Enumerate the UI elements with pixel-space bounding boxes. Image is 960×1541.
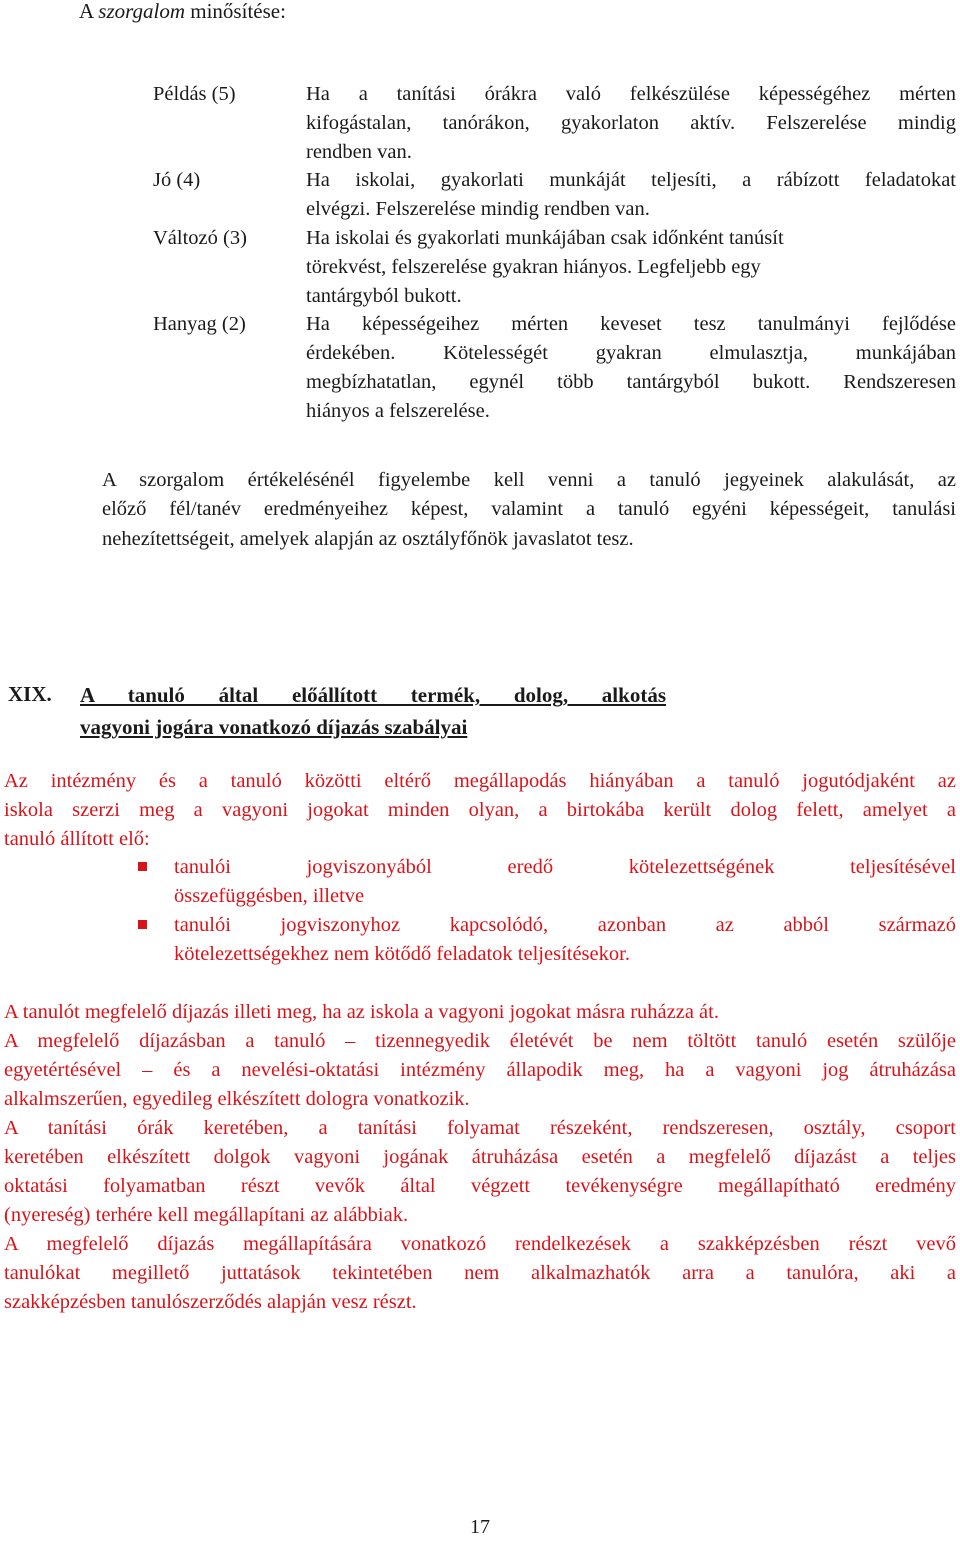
grade-desc-line: érdekében. Kötelességét gyakran elmulasztja, munkájában [306, 342, 956, 364]
paragraph-line: egyetértésével – és a nevelési-oktatási intézmény állapodik meg, ha a vagyoni jog átruházása [4, 1059, 956, 1082]
grade-desc-line: kifogástalan, tanórákon, gyakorlaton aktív. Felszerelése mindig [306, 112, 956, 134]
paragraph-line: tanulókat megillető juttatások tekintetében nem alkalmazhatók arra a tanulóra, aki a [4, 1262, 956, 1285]
evaluation-paragraph [102, 466, 956, 554]
grade-desc-variable [306, 224, 956, 311]
grade-desc-line: Ha a tanítási órákra való felkészülése képességéhez mérten [306, 83, 956, 105]
paragraph-line: szakképzésben tanulószerződés alapján vesz részt. [4, 1291, 417, 1314]
heading-suffix: minősítése: [185, 0, 286, 23]
grade-desc-line: tantárgyból bukott. [306, 285, 462, 307]
square-bullet-icon [138, 862, 147, 871]
grade-desc-line: Ha iskolai, gyakorlati munkáját teljesíti, a rábízott feladatokat [306, 169, 956, 191]
section-number: XIX. [8, 682, 52, 706]
grade-desc-line: Ha iskolai és gyakorlati munkájában csak időnként tanúsít [306, 227, 784, 249]
section-heading [79, 0, 286, 26]
heading-italic-word: szorgalom [98, 0, 186, 23]
paragraph-line: alkalmszerűen, egyedileg elkészített dologra vonatkozik. [4, 1088, 470, 1111]
grade-desc-line: elvégzi. Felszerelése mindig rendben van. [306, 198, 650, 220]
paragraph-line: A megfelelő díjazásban a tanuló – tizennegyedik életévét be nem töltött tanuló esetén szülője [4, 1030, 956, 1053]
paragraph-line: nehezítettségeit, amelyek alapján az osztályfőnök javaslatot tesz. [102, 527, 634, 550]
section-title [80, 679, 666, 743]
grade-desc-line: hiányos a felszerelése. [306, 400, 490, 422]
paragraph-line: Az intézmény és a tanuló közötti eltérő megállapodás hiányában a tanuló jogutódjaként az [4, 770, 956, 792]
paragraph-line: iskola szerzi meg a vagyoni jogokat minden olyan, a birtokába került dolog felett, amelyet a [4, 799, 956, 821]
grade-label-negligent: Hanyag (2) [153, 313, 246, 335]
section-title-line: A tanuló által előállított termék, dolog, alkotás [80, 683, 666, 707]
grade-desc-line: rendben van. [306, 141, 412, 163]
grade-desc-good [306, 166, 956, 224]
bullet-item [174, 911, 956, 969]
square-bullet-icon [138, 920, 147, 929]
paragraph-line: A szorgalom értékelésénél figyelembe kell venni a tanuló jegyeinek alakulását, az [102, 469, 956, 491]
grade-label-variable: Változó (3) [153, 227, 247, 249]
paragraph-line: oktatási folyamatban részt vevők által végzett tevékenységre megállapítható eredmény [4, 1175, 956, 1198]
paragraph-line: (nyereség) terhére kell megállapítani az alábbiak. [4, 1204, 409, 1227]
bullet-line: tanulói jogviszonyából eredő kötelezettségének teljesítésével [174, 856, 956, 878]
bullet-line: összefüggésben, illetve [174, 885, 365, 907]
bullet-line: kötelezettségekhez nem kötődő feladatok teljesítésekor. [174, 943, 630, 965]
grade-desc-line: megbízhatatlan, egynél több tantárgyból bukott. Rendszeresen [306, 371, 956, 393]
page-number: 17 [470, 1516, 490, 1538]
grade-desc-exemplary [306, 80, 956, 167]
paragraph-line: A tanulót megfelelő díjazás illeti meg, ha az iskola a vagyoni jogokat másra ruházza át. [4, 1001, 719, 1023]
section-title-line: vagyoni jogára vonatkozó díjazás szabályai [80, 715, 468, 739]
ownership-paragraph [4, 767, 956, 854]
paragraph-line: tanuló állított elő: [4, 828, 150, 850]
bullet-item [174, 853, 956, 911]
grade-desc-line: törekvést, felszerelése gyakran hiányos. Legfeljebb egy [306, 256, 761, 278]
paragraph-line: keretében elkészített dolgok vagyoni jogának átruházása esetén a megfelelő díjazást a teljes [4, 1146, 956, 1169]
grade-desc-negligent [306, 310, 956, 426]
grade-label-good: Jó (4) [153, 169, 201, 191]
paragraph-line: előző fél/tanév eredményeihez képest, valamint a tanuló egyéni képességeit, tanulási [102, 498, 956, 521]
paragraph-line: A tanítási órák keretében, a tanítási folyamat részeként, rendszeresen, osztály, csoport [4, 1117, 956, 1140]
compensation-paragraph [4, 998, 956, 1318]
paragraph-line: A megfelelő díjazás megállapítására vonatkozó rendelkezések a szakképzésben részt vevő [4, 1233, 956, 1256]
bullet-line: tanulói jogviszonyhoz kapcsolódó, azonban az abból származó [174, 914, 956, 936]
grade-label-exemplary: Példás (5) [153, 83, 236, 105]
heading-prefix: A [79, 0, 99, 23]
grade-desc-line: Ha képességeihez mérten keveset tesz tanulmányi fejlődése [306, 313, 956, 335]
